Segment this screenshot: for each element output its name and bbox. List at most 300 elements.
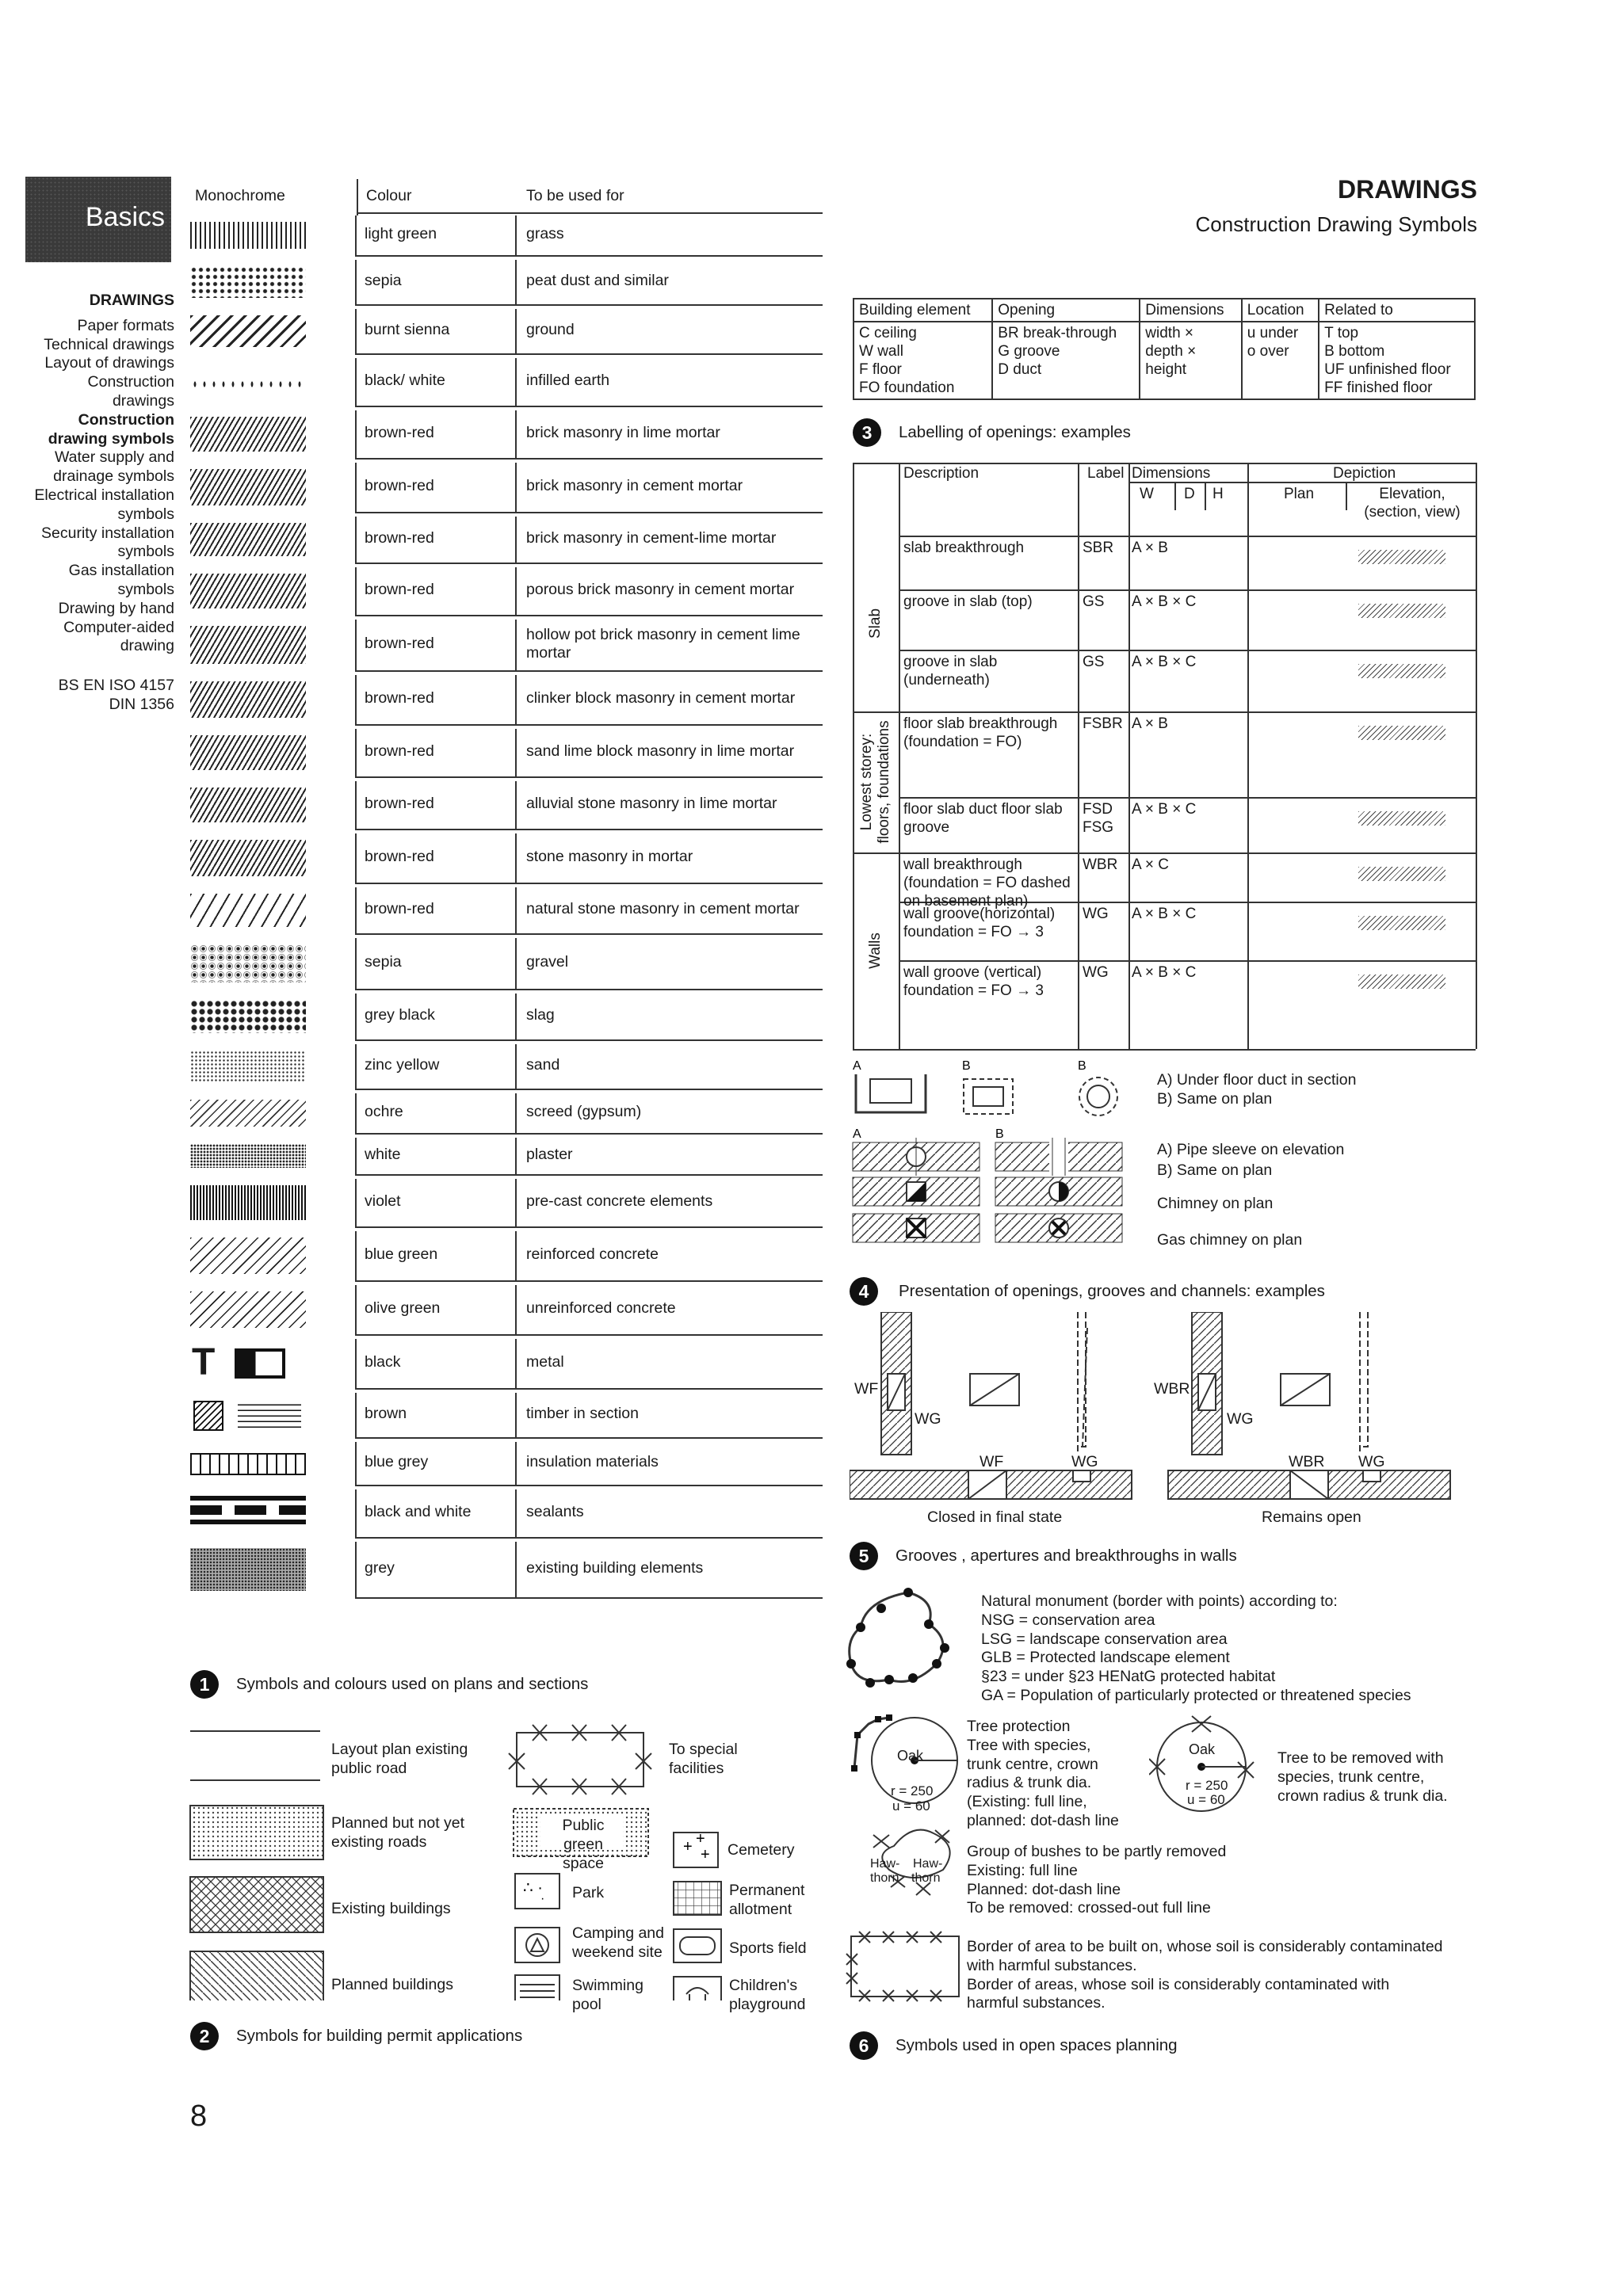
column-divider: [357, 179, 358, 215]
label-wf: WF: [854, 1380, 879, 1398]
column-divider: [515, 833, 517, 884]
key-entry: width ×: [1145, 325, 1194, 341]
text-line: LSG = landscape conservation area: [981, 1630, 1228, 1648]
key-entry: W wall: [859, 343, 903, 360]
label-planned-roads: Planned but not yet existing roads: [331, 1814, 465, 1851]
material-pattern-swatch: [190, 626, 306, 664]
column-divider: [355, 1044, 357, 1090]
sidenav-item[interactable]: Computer-aided drawing: [63, 618, 174, 655]
material-use: reinforced concrete: [526, 1245, 659, 1263]
bush-label: Haw-: [913, 1857, 943, 1871]
sidenav-item[interactable]: Gas installation symbols: [68, 562, 174, 598]
colour-name: black and white: [365, 1503, 472, 1520]
key-header: Dimensions: [1140, 299, 1242, 322]
text-line: Group of bushes to be partly removed: [967, 1843, 1227, 1860]
bush-label: Haw-: [870, 1857, 900, 1871]
row-rule: [357, 670, 823, 672]
row-rule: [357, 406, 823, 407]
key-header: Opening: [992, 299, 1140, 322]
row-rule: [357, 458, 823, 460]
label-public-green: Public green space: [562, 1817, 605, 1872]
material-pattern-swatch: [190, 1051, 306, 1082]
key-entry: FF finished floor: [1324, 379, 1433, 396]
column-header-colour: Colour: [366, 187, 412, 204]
column-divider: [355, 1138, 357, 1176]
column-divider: [355, 887, 357, 935]
label-sports-field: Sports field: [729, 1939, 807, 1957]
table-text: Plan: [1284, 486, 1315, 502]
svg-text:B: B: [995, 1127, 1004, 1141]
row-rule: [357, 563, 823, 564]
label-open: Remains open: [1262, 1508, 1361, 1526]
material-use: unreinforced concrete: [526, 1299, 676, 1317]
text-line: (Existing: full line,: [967, 1793, 1087, 1811]
label-cemetery: Cemetery: [727, 1841, 795, 1859]
column-divider: [515, 1093, 517, 1135]
text-line: trunk centre, crown: [967, 1755, 1098, 1773]
row-rule: [357, 933, 823, 935]
text-line: Border of area to be built on, whose soil is considerably contaminated: [967, 1938, 1443, 1955]
label-playground: Children's playground: [729, 1977, 806, 2013]
table-text: groove in slab (top): [903, 593, 1033, 610]
table-rule: [899, 960, 1476, 962]
table-text: A × B: [1132, 715, 1168, 732]
text-line: GLB = Protected landscape element: [981, 1649, 1230, 1667]
column-divider: [515, 215, 517, 257]
table-rule: [899, 711, 1476, 713]
column-divider: [515, 1393, 517, 1439]
label-wbr: WBR: [1289, 1453, 1325, 1470]
column-divider: [515, 1442, 517, 1486]
tree-trunk: u = 60: [892, 1798, 930, 1814]
material-pattern-swatch: [190, 574, 306, 608]
colour-name: grey: [365, 1559, 395, 1577]
material-pattern-swatch: [190, 315, 306, 347]
table-rule: [1205, 482, 1206, 510]
row-rule: [357, 883, 823, 884]
colour-name: brown: [365, 1405, 407, 1422]
sidenav-item[interactable]: Paper formats: [77, 316, 174, 334]
column-divider: [355, 675, 357, 726]
tree-species: Oak: [897, 1748, 924, 1764]
colour-name: zinc yellow: [365, 1056, 440, 1074]
text-line: radius & trunk dia.: [967, 1774, 1092, 1792]
sidenav-item[interactable]: Water supply and drainage symbols: [53, 448, 174, 486]
table-text: A × C: [1132, 856, 1169, 873]
svg-text:B: B: [1078, 1059, 1086, 1073]
material-pattern-swatch: [190, 1399, 306, 1431]
label-swimming-pool: Swimming pool: [572, 1977, 643, 2013]
row-rule: [357, 829, 823, 830]
material-use: porous brick masonry in cement mortar: [526, 581, 795, 598]
column-divider: [355, 1542, 357, 1599]
svg-text:+: +: [701, 1846, 710, 1863]
label-allotment: Permanent allotment: [729, 1882, 805, 1918]
table-rule: [853, 463, 854, 1049]
row-rule: [357, 1334, 823, 1336]
row-rule: [357, 1597, 823, 1599]
svg-text:A: A: [853, 1127, 861, 1141]
svg-text:∴ ·: ∴ ·: [523, 1879, 543, 1897]
depiction-symbol: [1255, 910, 1469, 952]
material-use: existing building elements: [526, 1559, 704, 1577]
sidenav-item[interactable]: Technical drawings: [44, 335, 174, 353]
material-pattern-swatch: [190, 266, 306, 298]
key-cell: [1319, 322, 1475, 399]
depiction-symbol: [1255, 860, 1469, 894]
figure-caption: Symbols and colours used on plans and sections: [236, 1675, 589, 1693]
material-pattern-swatch: [190, 944, 306, 982]
table-text: floor slab duct floor slab groove: [903, 801, 1063, 836]
row-rule: [357, 1437, 823, 1439]
note-pipe-plan: B) Same on plan: [1157, 1161, 1273, 1179]
key-header: Related to: [1319, 299, 1475, 322]
figure-caption: Grooves , apertures and breakthroughs in walls: [896, 1547, 1237, 1565]
colour-name: white: [365, 1146, 401, 1163]
colour-name: brown-red: [365, 689, 434, 707]
key-entry: D duct: [998, 361, 1042, 378]
row-rule: [357, 1089, 823, 1090]
material-pattern-swatch: [190, 1238, 306, 1274]
material-use: stone masonry in mortar: [526, 848, 693, 865]
colour-name: olive green: [365, 1299, 441, 1317]
row-rule: [357, 1280, 823, 1282]
bush-text: [967, 1843, 1226, 1918]
table-text: wall breakthrough (foundation = FO dashed on basement plan): [903, 856, 1071, 910]
text-line: Border of areas, whose soil is considerably contaminated with: [967, 1975, 1390, 1993]
label-wg: WG: [1071, 1453, 1098, 1470]
section-tab-label: Basics: [85, 202, 165, 232]
sidenav-standard: BS EN ISO 4157: [58, 677, 174, 695]
table-rule: [1247, 463, 1249, 1049]
openings-presentation: [850, 1312, 1468, 1526]
material-use: sand: [526, 1056, 560, 1074]
material-pattern-swatch: [190, 1548, 306, 1591]
key-entry: FO foundation: [859, 379, 955, 396]
text-line: planned: dot-dash line: [967, 1811, 1119, 1829]
table-text: A × B × C: [1132, 801, 1197, 818]
table-rule: [1128, 463, 1130, 1049]
table-text: groove in slab (underneath): [903, 654, 998, 688]
material-use: brick masonry in cement-lime mortar: [526, 529, 777, 547]
figure-number: 6: [850, 2031, 878, 2060]
sidenav-item[interactable]: Layout of drawings: [44, 354, 174, 372]
row-rule: [357, 1537, 823, 1539]
column-divider: [515, 463, 517, 513]
text-line: with harmful substances.: [967, 1956, 1137, 1974]
tree-remove-radius: r = 250: [1186, 1778, 1228, 1793]
text-line: §23 = under §23 HENatG protected habitat: [981, 1668, 1276, 1686]
figure-number: 1: [190, 1670, 219, 1699]
material-use: pre-cast concrete elements: [526, 1192, 713, 1210]
table-text: GS: [1083, 593, 1105, 610]
table-rule: [899, 463, 900, 1049]
column-divider: [515, 729, 517, 778]
section-tab: [25, 177, 171, 262]
table-text: A × B × C: [1132, 906, 1197, 922]
side-navigation: [24, 292, 174, 715]
colour-name: brown-red: [365, 581, 434, 598]
column-divider: [355, 1339, 357, 1390]
material-use: sand lime block masonry in lime mortar: [526, 742, 795, 760]
openings-table: [853, 463, 1476, 1049]
row-rule: [357, 1174, 823, 1176]
material-use: sealants: [526, 1503, 584, 1520]
material-use: insulation materials: [526, 1453, 659, 1470]
table-rule: [899, 536, 1476, 537]
note-chimney: Chimney on plan: [1157, 1195, 1274, 1212]
text-line: To be removed: crossed-out full line: [967, 1899, 1211, 1917]
column-divider: [355, 1285, 357, 1336]
colour-name: brown-red: [365, 424, 434, 441]
column-divider: [515, 994, 517, 1041]
column-divider: [355, 620, 357, 672]
table-text: FSBR: [1083, 715, 1123, 732]
material-pattern-swatch: [190, 894, 306, 927]
tree-remove-trunk: u = 60: [1187, 1792, 1225, 1807]
colour-name: brown-red: [365, 477, 434, 494]
colour-name: black: [365, 1353, 401, 1371]
material-pattern-swatch: [190, 1448, 306, 1478]
sidenav-standard: DIN 1356: [109, 695, 174, 713]
key-cell: [992, 322, 1140, 399]
monument-text: [981, 1592, 1411, 1706]
row-rule: [357, 776, 823, 778]
column-divider: [515, 620, 517, 672]
column-divider: [515, 887, 517, 935]
table-text: Elevation, (section, view): [1364, 486, 1461, 521]
material-pattern-swatch: [190, 1496, 306, 1531]
svg-text:+: +: [696, 1830, 705, 1848]
material-pattern-swatch: [190, 1000, 306, 1033]
tree-text: [967, 1718, 1119, 1831]
column-divider: [515, 1138, 517, 1176]
colour-name: ochre: [365, 1103, 403, 1120]
column-divider: [355, 260, 357, 306]
table-rule: [1346, 482, 1347, 510]
text-line: Tree with species,: [967, 1736, 1091, 1754]
material-pattern-swatch: [190, 735, 306, 770]
header-rule: [357, 212, 823, 214]
key-cell: [1140, 322, 1242, 399]
row-rule: [357, 1133, 823, 1135]
depiction-symbol: [1255, 805, 1469, 845]
figure-caption: Labelling of openings: examples: [899, 423, 1131, 441]
column-divider: [515, 1179, 517, 1228]
border-text: [967, 1938, 1443, 2013]
sidenav-item[interactable]: Electrical installation symbols: [34, 486, 174, 523]
table-rule: [899, 797, 1476, 799]
column-divider: [355, 1442, 357, 1486]
row-group-label: Walls: [867, 933, 884, 969]
key-entry: C ceiling: [859, 325, 917, 341]
text-line: Tree to be removed with: [1277, 1749, 1444, 1767]
column-divider: [515, 1542, 517, 1599]
sidenav-item[interactable]: Construction drawing symbols: [48, 410, 174, 448]
column-divider: [355, 1093, 357, 1135]
material-pattern-swatch: [190, 788, 306, 822]
column-divider: [515, 1489, 517, 1539]
label-wg: WG: [915, 1410, 941, 1428]
table-rule: [853, 711, 899, 713]
figure-number: 4: [850, 1277, 878, 1306]
material-use: brick masonry in lime mortar: [526, 424, 720, 441]
row-rule: [357, 615, 823, 616]
material-pattern-swatch: T: [190, 1345, 306, 1382]
table-rule: [853, 852, 899, 854]
table-rule: [1078, 463, 1079, 1049]
key-entry: F floor: [859, 361, 902, 378]
text-line: Existing: full line: [967, 1861, 1078, 1879]
material-use: plaster: [526, 1146, 573, 1163]
label-layout-plan: Layout plan existing public road: [331, 1741, 468, 1777]
colour-name: violet: [365, 1192, 401, 1210]
column-divider: [515, 517, 517, 564]
column-divider: [515, 781, 517, 830]
table-text: WG: [1083, 906, 1109, 922]
table-text: A × B × C: [1132, 593, 1197, 610]
depiction-symbol: [1255, 968, 1469, 1041]
colour-name: burnt sienna: [365, 321, 450, 338]
colour-name: brown-red: [365, 795, 434, 812]
material-use: metal: [526, 1353, 564, 1371]
depiction-symbol: [1255, 597, 1469, 642]
page-subtitle: Construction Drawing Symbols: [1195, 212, 1477, 236]
label-planned-buildings: Planned buildings: [331, 1976, 453, 1993]
table-text: A × B × C: [1132, 654, 1197, 670]
column-divider: [355, 1231, 357, 1282]
figure-caption: Presentation of openings, grooves and channels: examples: [899, 1282, 1325, 1300]
label-wg: WG: [1358, 1453, 1385, 1470]
key-entry: u under: [1247, 325, 1299, 341]
label-wf: WF: [980, 1453, 1004, 1470]
table-text: Description: [903, 465, 980, 482]
text-line: Planned: dot-dash line: [967, 1880, 1121, 1898]
material-use: alluvial stone masonry in lime mortar: [526, 795, 777, 812]
row-rule: [357, 304, 823, 306]
column-divider: [355, 781, 357, 830]
material-use: clinker block masonry in cement mortar: [526, 689, 796, 707]
note-duct-section: A) Under floor duct in section: [1157, 1071, 1357, 1089]
table-text: slab breakthrough: [903, 540, 1025, 556]
table-text: wall groove (vertical) foundation = FO → 3: [903, 964, 1044, 999]
figure-caption: Symbols used in open spaces planning: [896, 2036, 1178, 2054]
table-text: A × B × C: [1132, 964, 1197, 981]
column-divider: [355, 463, 357, 513]
text-line: NSG = conservation area: [981, 1611, 1155, 1629]
table-text: Label: [1087, 465, 1125, 482]
material-use: grass: [526, 225, 564, 242]
table-text: Depiction: [1333, 465, 1396, 482]
abbreviation-key: [853, 298, 1476, 400]
key-entry: B bottom: [1324, 343, 1385, 360]
label-wg: WG: [1227, 1410, 1254, 1428]
label-camping: Camping and weekend site: [572, 1924, 664, 1961]
key-entry: BR break-through: [998, 325, 1117, 341]
column-divider: [355, 994, 357, 1041]
label-special-facilities: To special facilities: [669, 1741, 738, 1777]
table-text: A × B: [1132, 540, 1168, 556]
figure-number: 3: [853, 418, 881, 447]
key-header: Building element: [854, 299, 992, 322]
column-divider: [515, 1231, 517, 1282]
sidenav-item[interactable]: Drawing by hand: [58, 599, 174, 617]
column-divider: [355, 729, 357, 778]
table-rule: [1476, 463, 1477, 1049]
column-divider: [355, 938, 357, 990]
material-use: peat dust and similar: [526, 272, 669, 289]
text-line: harmful substances.: [967, 1994, 1106, 2012]
label-wbr: WBR: [1154, 1380, 1190, 1398]
material-use: gravel: [526, 953, 569, 971]
row-rule: [357, 1388, 823, 1390]
svg-text:A: A: [853, 1059, 861, 1073]
figure-number: 5: [850, 1542, 878, 1570]
colour-name: sepia: [365, 953, 402, 971]
page-number: 8: [190, 2100, 208, 2133]
material-use: ground: [526, 321, 575, 338]
column-divider: [355, 309, 357, 355]
column-divider: [515, 358, 517, 407]
tree-radius: r = 250: [891, 1783, 934, 1798]
column-divider: [355, 517, 357, 564]
colour-name: blue grey: [365, 1453, 429, 1470]
colour-name: brown-red: [365, 529, 434, 547]
figure-caption: Symbols for building permit applications: [236, 2027, 523, 2045]
material-use: timber in section: [526, 1405, 639, 1422]
colour-name: black/ white: [365, 372, 445, 389]
colour-name: light green: [365, 225, 437, 242]
figure-number: 2: [190, 2022, 219, 2050]
material-pattern-swatch: [190, 222, 306, 249]
table-rule: [1174, 482, 1176, 510]
column-divider: [515, 938, 517, 990]
sidenav-item[interactable]: Construction drawings: [87, 373, 174, 410]
key-entry: UF unfinished floor: [1324, 361, 1451, 378]
material-use: slag: [526, 1006, 555, 1024]
column-divider: [515, 567, 517, 616]
text-line: species, trunk centre,: [1277, 1768, 1425, 1786]
sidenav-title: DRAWINGS: [89, 292, 174, 309]
depiction-symbol: [1255, 543, 1469, 582]
sidenav-list: [24, 317, 174, 656]
depiction-symbol: [1255, 719, 1469, 789]
material-use: natural stone masonry in cement mortar: [526, 900, 800, 917]
sidenav-item[interactable]: Security installation symbols: [41, 524, 174, 561]
key-cell: [854, 322, 992, 399]
colour-name: brown-red: [365, 848, 434, 865]
column-header-use: To be used for: [526, 187, 624, 204]
table-rule: [899, 650, 1476, 651]
label-closed: Closed in final state: [927, 1508, 1063, 1526]
column-divider: [515, 309, 517, 355]
key-cell: [1242, 322, 1319, 399]
page-title: DRAWINGS: [1338, 175, 1477, 204]
row-rule: [357, 1226, 823, 1228]
colour-name: brown-red: [365, 635, 434, 652]
colour-name: blue green: [365, 1245, 438, 1263]
table-rule: [853, 1049, 1476, 1051]
table-text: WG: [1083, 964, 1109, 981]
table-text: FSD FSG: [1083, 801, 1114, 836]
row-rule: [357, 989, 823, 990]
column-divider: [355, 1393, 357, 1439]
column-divider: [515, 1339, 517, 1390]
column-divider: [355, 410, 357, 460]
text-line: Natural monument (border with points) according to:: [981, 1592, 1338, 1610]
depiction-symbol: [1255, 658, 1469, 704]
material-pattern-swatch: [190, 417, 306, 452]
